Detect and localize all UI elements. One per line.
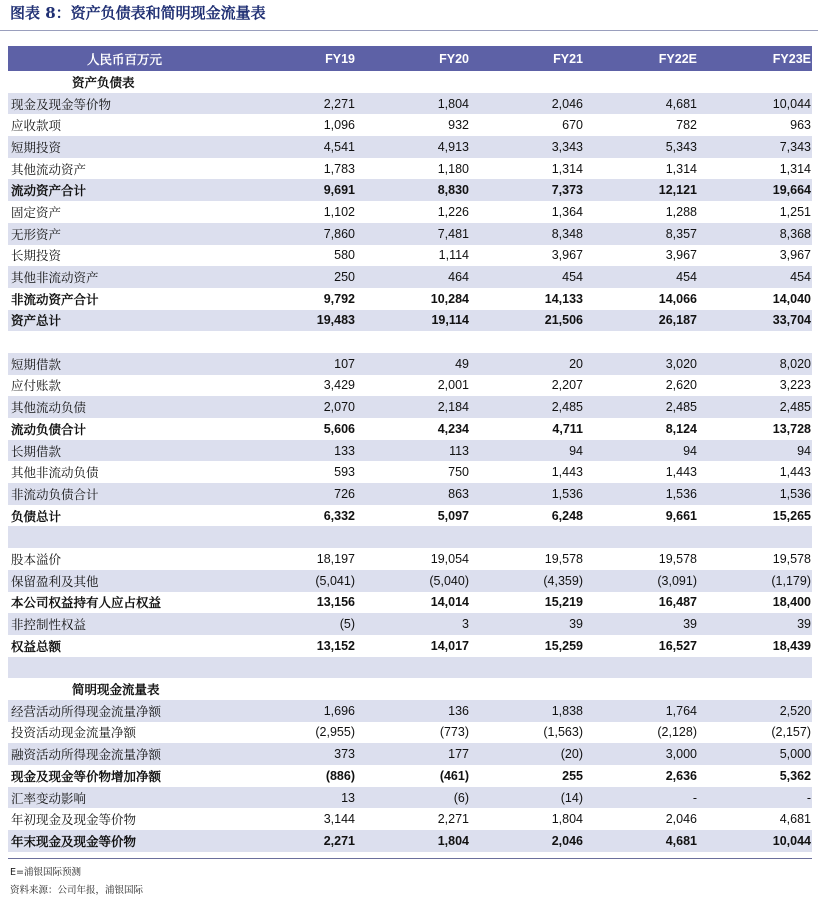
table-cell: 4,913	[437, 139, 469, 154]
table-cell: 3,000	[665, 747, 697, 762]
table-cell: (5,041)	[315, 573, 355, 588]
table-cell: 963	[790, 118, 811, 133]
table-cell: (1,179)	[771, 573, 811, 588]
table-row	[8, 635, 812, 657]
row-label: 短期投资	[11, 139, 62, 155]
table-cell: 454	[562, 270, 583, 285]
table-cell: 19,114	[431, 313, 469, 328]
table-cell: 7,860	[323, 226, 355, 241]
table-cell: (5,040)	[429, 573, 469, 588]
row-label: 长期投资	[11, 248, 62, 264]
table-cell: 39	[569, 617, 583, 632]
table-cell: 4,541	[323, 139, 355, 154]
table-cell: 2,046	[665, 812, 697, 827]
row-label: 其他流动负债	[11, 400, 87, 416]
table-cell: 136	[448, 703, 469, 718]
table-cell: 94	[683, 443, 697, 458]
table-cell: 5,343	[665, 139, 697, 154]
row-label: 简明现金流量表	[72, 682, 160, 698]
table-row	[8, 830, 812, 852]
table-row	[8, 657, 812, 679]
table-row	[8, 570, 812, 592]
table-cell: 14,133	[544, 291, 583, 306]
table-cell: 21,506	[544, 313, 583, 328]
table-cell: (6)	[453, 790, 469, 805]
table-row	[8, 505, 812, 527]
table-cell: (4,359)	[543, 573, 583, 588]
table-cell: 4,711	[552, 421, 583, 436]
table-cell: 7,481	[437, 226, 469, 241]
row-label: 资产负债表	[72, 74, 135, 90]
table-cell: 4,234	[437, 421, 469, 436]
table-row	[8, 353, 812, 375]
table-cell: 9,792	[323, 291, 355, 306]
footnote: E=浦银国际预测	[10, 867, 81, 878]
table-row	[8, 223, 812, 245]
table-cell: 7,373	[551, 183, 583, 198]
table-cell: 19,664	[772, 183, 811, 198]
table-cell: 3,967	[551, 248, 583, 263]
table-row	[8, 700, 812, 722]
table-cell: 16,527	[658, 638, 697, 653]
table-cell: 19,578	[544, 551, 583, 566]
table-cell: 1,314	[551, 161, 583, 176]
table-cell: 9,691	[323, 183, 355, 198]
table-cell: (2,157)	[771, 725, 811, 740]
table-cell: 2,485	[779, 400, 811, 415]
header-unit-label: 人民币百万元	[86, 51, 162, 67]
table-row	[8, 93, 812, 115]
table-cell: 39	[797, 617, 811, 632]
table-cell: 1,314	[665, 161, 697, 176]
table-cell: 1,536	[665, 486, 697, 501]
table-row	[8, 179, 812, 201]
table-cell: 2,046	[551, 96, 583, 111]
table-row	[8, 440, 812, 462]
table-cell: 9,661	[665, 508, 697, 523]
table-cell: 255	[562, 768, 583, 783]
table-cell: 8,020	[779, 356, 811, 371]
table-cell: 1,226	[437, 204, 469, 219]
row-label: 其他流动资产	[11, 161, 87, 177]
table-cell: 1,443	[779, 465, 811, 480]
table-cell: 1,838	[551, 703, 583, 718]
section-heading-row	[8, 71, 812, 93]
table-cell: 94	[569, 443, 583, 458]
table-cell: 2,184	[437, 400, 469, 415]
table-cell: 18,197	[316, 551, 355, 566]
table-cell: 2,620	[665, 378, 697, 393]
table-cell: 1,443	[665, 465, 697, 480]
table-cell: 14,066	[658, 291, 697, 306]
table-cell: 1,443	[551, 465, 583, 480]
table-cell: 1,364	[551, 204, 583, 219]
row-label: 经营活动所得现金流量净额	[11, 703, 162, 719]
table-cell: 20	[569, 356, 583, 371]
table-cell: 13,728	[772, 421, 811, 436]
table-cell: 1,288	[665, 204, 697, 219]
table-cell: 3,967	[779, 248, 811, 263]
table-cell: 1,314	[779, 161, 811, 176]
table-cell: 14,017	[430, 638, 469, 653]
row-label: 本公司权益持有人应占权益	[11, 595, 162, 611]
header-year: FY23E	[772, 51, 811, 66]
row-label: 流动负债合计	[11, 421, 87, 437]
table-cell: 250	[334, 270, 355, 285]
table-row	[8, 526, 812, 548]
table-cell: 932	[448, 118, 469, 133]
table-cell: (773)	[439, 725, 469, 740]
table-cell: 5,362	[779, 768, 811, 783]
table-cell: 2,271	[323, 96, 355, 111]
table-cell: 8,368	[779, 226, 811, 241]
row-label: 固定资产	[11, 204, 62, 220]
table-cell: 1,096	[323, 118, 355, 133]
row-label: 短期借款	[11, 356, 62, 372]
financial-table	[8, 46, 812, 852]
table-cell: 2,070	[323, 400, 355, 415]
table-cell: 1,251	[779, 204, 811, 219]
table-row	[8, 592, 812, 614]
source-note: 资料来源：公司年报，浦银国际	[10, 885, 144, 896]
table-cell: 3,967	[665, 248, 697, 263]
table-row	[8, 136, 812, 158]
table-row	[8, 245, 812, 267]
table-cell: 1,696	[323, 703, 355, 718]
table-cell: 2,207	[551, 378, 583, 393]
row-label: 保留盈利及其他	[11, 573, 99, 589]
table-cell: 94	[797, 443, 811, 458]
row-label: 长期借款	[11, 443, 62, 459]
table-cell: 1,783	[323, 161, 355, 176]
row-label: 年末现金及现金等价物	[11, 833, 137, 849]
table-cell: 4,681	[665, 833, 697, 848]
table-cell: 113	[449, 443, 469, 458]
table-cell: 177	[448, 747, 469, 762]
table-cell: 2,271	[323, 833, 355, 848]
header-year: FY21	[553, 51, 583, 66]
table-cell: 1,102	[323, 204, 355, 219]
table-cell: -	[806, 790, 811, 805]
table-row	[8, 266, 812, 288]
table-cell: 580	[334, 248, 355, 263]
table-row	[8, 743, 812, 765]
table-cell: (14)	[560, 790, 583, 805]
row-label: 年初现金及现金等价物	[11, 812, 137, 828]
table-cell: 18,439	[772, 638, 811, 653]
table-cell: (3,091)	[657, 573, 697, 588]
table-row	[8, 310, 812, 332]
table-cell: 1,804	[551, 812, 583, 827]
table-row	[8, 461, 812, 483]
table-cell: 3,429	[323, 378, 355, 393]
table-cell: 18,400	[772, 595, 811, 610]
row-label: 无形资产	[11, 226, 62, 242]
table-cell: 2,485	[665, 400, 697, 415]
table-cell: 8,348	[551, 226, 583, 241]
table-cell: 726	[334, 486, 355, 501]
table-row	[8, 787, 812, 809]
table-cell: 750	[448, 465, 469, 480]
table-row	[8, 375, 812, 397]
table-row	[8, 548, 812, 570]
table-cell: 8,124	[665, 421, 697, 436]
row-label: 融资活动所得现金流量净额	[11, 747, 162, 763]
table-cell: 1,804	[437, 96, 469, 111]
table-cell: 454	[790, 270, 811, 285]
table-cell: 3	[462, 617, 469, 632]
table-cell: 2,001	[437, 378, 469, 393]
table-cell: 33,704	[772, 313, 811, 328]
table-cell: 16,487	[658, 595, 697, 610]
header-year: FY20	[439, 51, 469, 66]
row-label: 应付账款	[11, 378, 62, 394]
header-year: FY22E	[658, 51, 697, 66]
table-cell: 10,044	[772, 96, 811, 111]
table-cell: 15,219	[544, 595, 583, 610]
table-header	[8, 46, 812, 71]
row-label: 汇率变动影响	[11, 790, 87, 806]
table-cell: 373	[334, 747, 355, 762]
table-cell: 454	[676, 270, 697, 285]
table-cell: (461)	[439, 768, 469, 783]
table-cell: 5,606	[323, 421, 355, 436]
table-cell: 6,332	[323, 508, 355, 523]
table-cell: (5)	[339, 617, 355, 632]
table-cell: 13	[341, 790, 355, 805]
table-row	[8, 765, 812, 787]
section-heading-row	[8, 678, 812, 700]
table-cell: 12,121	[658, 183, 697, 198]
figure-title: 图表 8：资产负债表和简明现金流量表	[0, 0, 818, 31]
table-cell: 2,520	[779, 703, 811, 718]
table-cell: 19,483	[316, 313, 355, 328]
row-label: 现金及现金等价物	[11, 96, 112, 112]
table-cell: 10,284	[430, 291, 469, 306]
table-row	[8, 331, 812, 353]
table-cell: 3,020	[665, 356, 697, 371]
table-row	[8, 114, 812, 136]
table-cell: 3,144	[323, 812, 355, 827]
table-row	[8, 808, 812, 830]
row-label: 资产总计	[11, 313, 62, 329]
row-label: 非流动资产合计	[11, 291, 99, 307]
table-cell: 10,044	[772, 833, 811, 848]
table-cell: 5,000	[779, 747, 811, 762]
table-cell: 13,152	[316, 638, 355, 653]
table-cell: 2,485	[551, 400, 583, 415]
table-cell: (2,955)	[315, 725, 355, 740]
table-cell: 2,046	[551, 833, 583, 848]
table-cell: 7,343	[779, 139, 811, 154]
row-label: 非控制性权益	[11, 617, 87, 633]
table-cell: 15,265	[772, 508, 811, 523]
table-cell: 14,014	[430, 595, 469, 610]
table-cell: 19,578	[658, 551, 697, 566]
table-cell: 4,681	[665, 96, 697, 111]
table-row	[8, 201, 812, 223]
table-cell: 107	[334, 356, 355, 371]
table-cell: (1,563)	[543, 725, 583, 740]
table-cell: 4,681	[779, 812, 811, 827]
row-label: 其他非流动资产	[11, 270, 99, 286]
table-cell: 19,054	[430, 551, 469, 566]
table-cell: 19,578	[772, 551, 811, 566]
row-label: 流动资产合计	[11, 183, 87, 199]
table-row	[8, 418, 812, 440]
table-cell: (20)	[560, 747, 583, 762]
row-label: 现金及现金等价物增加净额	[11, 768, 162, 784]
table-body	[8, 71, 812, 852]
row-label: 非流动负债合计	[11, 486, 99, 502]
table-cell: (886)	[325, 768, 355, 783]
header-year: FY19	[325, 51, 355, 66]
table-cell: 1,536	[779, 486, 811, 501]
table-cell: (2,128)	[657, 725, 697, 740]
table-cell: 8,357	[665, 226, 697, 241]
table-cell: 593	[334, 465, 355, 480]
table-row	[8, 613, 812, 635]
table-cell: 13,156	[316, 595, 355, 610]
table-cell: 670	[562, 118, 583, 133]
table-row	[8, 158, 812, 180]
table-cell: 133	[334, 443, 355, 458]
table-cell: 863	[448, 486, 469, 501]
table-cell: 3,223	[779, 378, 811, 393]
table-cell: 6,248	[551, 508, 583, 523]
row-label: 股本溢价	[11, 551, 62, 567]
table-row	[8, 722, 812, 744]
table-cell: 1,804	[437, 833, 469, 848]
row-label: 其他非流动负债	[11, 465, 99, 481]
row-label: 投资活动现金流量净额	[11, 725, 137, 741]
row-label: 应收款项	[11, 118, 62, 134]
table-cell: -	[692, 790, 697, 805]
table-row	[8, 396, 812, 418]
table-cell: 2,271	[437, 812, 469, 827]
table-cell: 464	[448, 270, 469, 285]
table-cell: 14,040	[772, 291, 811, 306]
table-cell: 3,343	[551, 139, 583, 154]
table-cell: 49	[455, 356, 469, 371]
row-label: 负债总计	[11, 508, 62, 524]
table-row	[8, 483, 812, 505]
table-row	[8, 288, 812, 310]
table-bottom-rule	[8, 858, 812, 859]
table-cell: 39	[683, 617, 697, 632]
table-cell: 5,097	[437, 508, 469, 523]
table-cell: 1,764	[665, 703, 697, 718]
table-cell: 1,180	[437, 161, 469, 176]
table-cell: 1,536	[551, 486, 583, 501]
table-cell: 2,636	[665, 768, 697, 783]
table-cell: 26,187	[658, 313, 697, 328]
table-cell: 15,259	[544, 638, 583, 653]
table-cell: 782	[676, 118, 697, 133]
table-cell: 8,830	[437, 183, 469, 198]
table-cell: 1,114	[438, 248, 469, 263]
row-label: 权益总额	[11, 638, 62, 654]
